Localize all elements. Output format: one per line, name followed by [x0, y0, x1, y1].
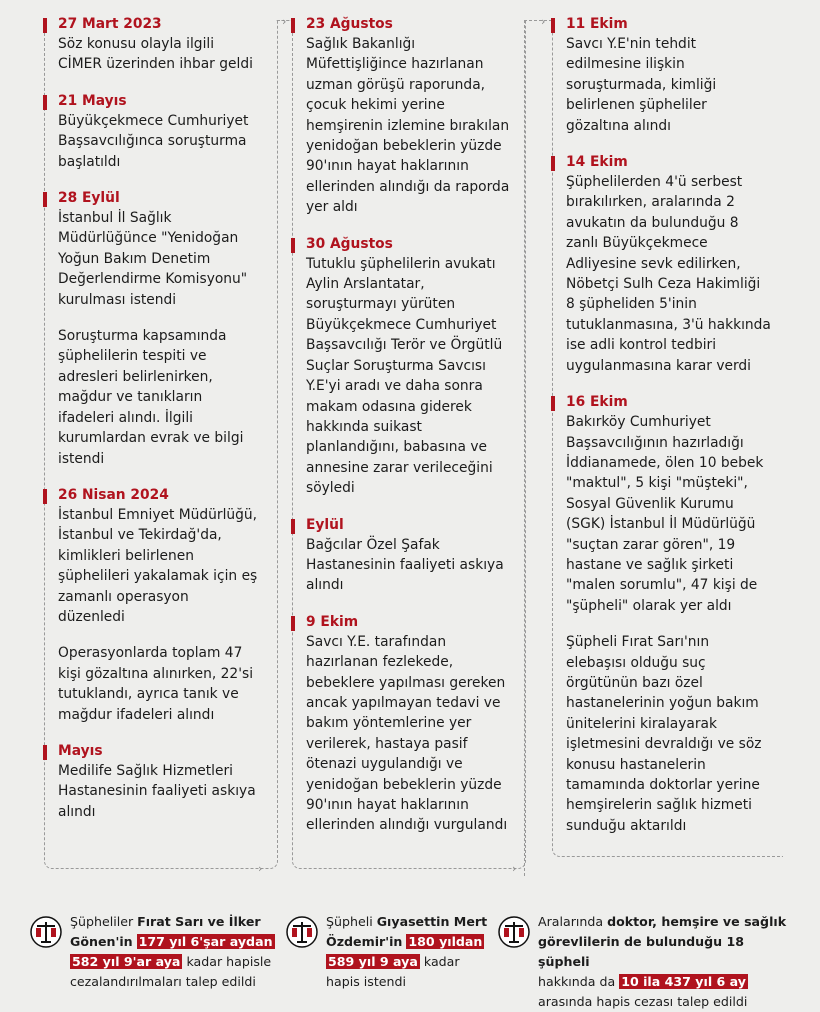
event-line: mağdur ve tanıkların — [58, 389, 203, 406]
footer-bold: Gıyasettin Mert — [376, 914, 488, 929]
event-date: 30 Ağustos — [306, 235, 393, 252]
event-line: Başsavcılığı Terör ve Örgütlü — [306, 337, 503, 354]
event-marker — [43, 192, 47, 207]
event-date: Eylül — [306, 516, 344, 533]
event-line: tutuklandı, ayrıca tanık ve — [58, 686, 239, 703]
event-line: Şüpheli Fırat Sarı'nın — [566, 634, 710, 651]
event-line: elebaşısı olduğu suç — [566, 654, 706, 671]
event-line: zanlı Büyükçekmece — [566, 235, 708, 252]
event-line: 90'ının hayat haklarının — [306, 797, 469, 813]
timeline-column-1 — [44, 14, 276, 878]
event-line: bakım yöntemlerine yer — [306, 715, 472, 732]
event-line: Büyükçekmece Cumhuriyet — [306, 316, 497, 333]
chevron-right-icon: › — [541, 15, 546, 28]
event-mayis — [44, 741, 276, 822]
timeline-column-3 — [552, 14, 782, 860]
event-line: başlatıldı — [58, 153, 121, 170]
event-26-nisan-2024 — [44, 485, 276, 725]
event-line: hastanelerinin yoğun bakım — [566, 695, 759, 712]
event-date: Mayıs — [58, 742, 103, 759]
event-line: bırakılırken, aralarında 2 — [566, 194, 735, 211]
footer-highlight: 177 yıl 6'şar aydan — [138, 934, 273, 949]
footer-text: Şüpheli — [326, 914, 377, 929]
event-line: Değerlendirme Komisyonu" — [58, 271, 248, 288]
footer-highlight: 180 yıldan — [408, 934, 483, 949]
event-line: "suçtan zarar gören", 19 — [566, 536, 736, 553]
scales-of-justice-icon — [30, 916, 62, 948]
event-date: 26 Nisan 2024 — [58, 486, 169, 503]
event-line: işletmesini devraldığı ve söz — [566, 736, 762, 753]
event-marker — [43, 95, 47, 110]
event-line: Başsavcılığınca soruşturma — [58, 133, 247, 150]
event-11-ekim — [552, 14, 782, 136]
event-line: edilmesine ilişkin — [566, 56, 685, 73]
event-marker — [551, 396, 555, 411]
event-line: kurulması istendi — [58, 291, 177, 308]
event-line: Soruşturma kapsamında — [58, 328, 227, 345]
footer-highlight: 589 yıl 9 aya — [328, 954, 418, 969]
event-line: şüphelilerin tespiti ve — [58, 348, 207, 365]
footer-sentence-1 — [30, 912, 280, 992]
event-21-mayis — [44, 91, 276, 172]
event-line: düzenledi — [58, 608, 125, 625]
footer-sentence-2 — [286, 912, 496, 992]
event-date: 16 Ekim — [566, 394, 628, 411]
event-line: gözaltına alındı — [566, 117, 672, 134]
event-line: istendi — [58, 450, 105, 467]
event-line: Sosyal Güvenlik Kurumu — [566, 495, 734, 512]
event-line: Yoğun Bakım Denetim — [58, 250, 211, 267]
event-line: Başsavcılığının hazırladığı — [566, 434, 744, 451]
event-line: "şüpheli" olarak yer aldı — [566, 597, 732, 614]
event-line: ise adli kontrol tedbiri — [566, 337, 717, 354]
event-line: örgütünün bazı özel — [566, 674, 703, 691]
event-line: adresleri belirlenirken, — [58, 368, 213, 385]
event-marker — [291, 18, 295, 33]
event-marker — [43, 489, 47, 504]
timeline-column-2 — [292, 14, 524, 878]
event-line: söyledi — [306, 480, 355, 497]
event-marker — [551, 156, 555, 171]
event-line: kimlikleri belirlenen — [58, 547, 195, 564]
footer-text: kadar hapisle — [182, 954, 272, 969]
event-line: İstanbul ve Tekirdağ'da, — [58, 527, 222, 544]
event-line: Müfettişliğince hazırlanan — [306, 56, 484, 73]
event-line: ellerinden alındığı da raporda — [306, 178, 510, 195]
event-line: avukatın da bulunduğu 8 — [566, 214, 739, 231]
event-marker — [291, 519, 295, 534]
event-line: çocuk hekimi yerine — [306, 97, 445, 114]
footer-text: kadar — [419, 954, 460, 969]
footer-highlight: 582 yıl 9'ar aya — [72, 954, 181, 969]
event-line: hastane ve sağlık şirketi — [566, 556, 734, 573]
event-date: 21 Mayıs — [58, 92, 127, 109]
event-line: planlandığını, babasına ve — [306, 439, 488, 456]
event-line: 8 şüpheliden 5'inin — [566, 296, 697, 313]
event-line: makam odasına giderek — [306, 398, 472, 415]
event-eylul — [292, 515, 524, 596]
event-line: mağdur ifadeleri alındı — [58, 706, 215, 723]
event-marker — [291, 616, 295, 631]
connector-mid-2 — [524, 20, 525, 876]
chevron-right-icon: › — [282, 15, 287, 28]
event-line: "malen sorumlu", 47 kişi de — [566, 577, 758, 594]
event-date: 9 Ekim — [306, 613, 359, 630]
event-line: bebeklere yapılması gereken — [306, 674, 506, 691]
event-line: Sağlık Bakanlığı — [306, 36, 416, 52]
event-line: ötenazi uygulandığı ve — [306, 756, 463, 773]
event-line: ünitelerini kiralayarak — [566, 715, 717, 732]
event-line: CİMER üzerinden ihbar geldi — [58, 56, 253, 73]
event-line: yenidoğan bebeklerin yüzde — [306, 776, 502, 793]
footer-bold: Gönen'in — [70, 934, 133, 949]
event-line: İstanbul Emniyet Müdürlüğü, — [58, 506, 258, 523]
event-line: hazırlanan fezlekede, — [306, 654, 454, 671]
footer-bold: doktor, hemşire ve sağlık — [607, 914, 787, 929]
footer-text: hapis istendi — [326, 974, 406, 989]
footer-text: arasında hapis cezası talep edildi — [538, 994, 748, 1009]
event-line: tutuklanmasına, 3'ü hakkında — [566, 316, 771, 333]
event-marker — [291, 238, 295, 253]
event-line: tamamında doktorlar yerine — [566, 777, 760, 793]
event-date: 14 Ekim — [566, 154, 628, 171]
event-date: 28 Eylül — [58, 190, 120, 207]
event-line: (SGK) İstanbul İl Müdürlüğü — [566, 516, 756, 533]
event-line: Bağcılar Özel Şafak — [306, 536, 440, 553]
event-line: Şüphelilerden 4'ü serbest — [566, 174, 743, 191]
event-30-agustos — [292, 234, 524, 499]
event-marker — [551, 18, 555, 33]
event-line: Savcı Y.E'nin tehdit — [566, 36, 697, 52]
event-line: sunduğu aktarıldı — [566, 817, 687, 834]
footer-text: hakkında da — [538, 974, 620, 989]
event-line: Y.E'yi aradı ve daha sonra — [306, 378, 483, 395]
event-line: Operasyonlarda toplam 47 — [58, 645, 243, 662]
event-line: Nöbetçi Sulh Ceza Hakimliği — [566, 276, 761, 293]
event-line: yenidoğan bebeklerin yüzde — [306, 138, 502, 155]
footer-sentence-3 — [498, 912, 798, 1009]
event-line: yer aldı — [306, 199, 358, 216]
event-line: verilerek, hastaya pasif — [306, 735, 468, 752]
event-line: kişi gözaltına alınırken, 22'si — [58, 665, 254, 682]
event-16-ekim — [552, 392, 782, 836]
footer-text: Aralarında — [538, 914, 608, 929]
event-line: Suçlar Soruşturma Savcısı — [306, 357, 486, 374]
footer-text: Şüpheliler — [70, 914, 138, 929]
event-marker — [43, 18, 47, 33]
event-line: hemşirenin izlemine bırakılan — [306, 117, 510, 134]
event-marker — [43, 745, 47, 760]
footer-bold: görevlilerin de bulunduğu 18 şüpheli — [538, 934, 745, 969]
chevron-right-icon: › — [512, 862, 517, 875]
event-line: Adliyesine sevk edilirken, — [566, 255, 741, 272]
event-line: uzman görüşü raporunda, — [306, 76, 486, 93]
event-line: Büyükçekmece Cumhuriyet — [58, 112, 249, 129]
event-23-agustos — [292, 14, 524, 218]
footer-bold: Fırat Sarı ve İlker — [137, 914, 261, 929]
event-line: zamanlı operasyon — [58, 588, 189, 605]
footer-text: cezalandırılmaları talep edildi — [70, 974, 256, 989]
event-9-ekim — [292, 612, 524, 836]
event-line: Hastanesinin faaliyeti askıya — [306, 556, 504, 573]
event-line: hemşirelerin sağlık hizmeti — [566, 797, 752, 814]
event-line: ellerinden alındığı vurgulandı — [306, 817, 508, 834]
event-line: Müdürlüğünce "Yenidoğan — [58, 230, 239, 247]
event-line: hakkında suikast — [306, 418, 422, 435]
chevron-right-icon: › — [258, 862, 263, 875]
connector-top-2 — [524, 20, 552, 21]
event-line: şüphelileri yakalamak için eş — [58, 568, 258, 585]
event-28-eylul — [44, 188, 276, 469]
event-line: 90'ının hayat haklarının — [306, 158, 469, 175]
event-line: Bakırköy Cumhuriyet — [566, 414, 711, 431]
event-line: İstanbul İl Sağlık — [58, 210, 172, 227]
event-line: İddianamede, ölen 10 bebek — [566, 454, 764, 471]
event-line: uygulanmasına karar verdi — [566, 357, 752, 374]
scales-of-justice-icon — [286, 916, 318, 948]
event-line: Medilife Sağlık Hizmetleri — [58, 762, 234, 779]
event-date: 27 Mart 2023 — [58, 16, 162, 32]
event-line: Aylin Arslantatar, — [306, 276, 425, 293]
event-line: "maktul", 5 kişi "müşteki", — [566, 475, 748, 492]
event-line: Savcı Y.E. tarafından — [306, 633, 447, 650]
event-date: 23 Ağustos — [306, 16, 393, 32]
event-line: alındı — [58, 803, 96, 820]
event-line: kurumlardan evrak ve bilgi — [58, 430, 244, 447]
event-line: alındı — [306, 577, 344, 594]
event-line: konusu hastanelerin — [566, 756, 706, 773]
event-line: ancak yapılmayan tedavi ve — [306, 694, 501, 711]
event-line: belirlenen şüpheliler — [566, 97, 707, 114]
event-date: 11 Ekim — [566, 16, 628, 32]
event-line: Söz konusu olayla ilgili — [58, 36, 215, 52]
event-line: annesine zarar verileceğini — [306, 459, 493, 476]
event-line: Tutuklu şüphelilerin avukatı — [306, 255, 496, 272]
event-14-ekim — [552, 152, 782, 376]
event-line: soruşturmada, kimliği — [566, 76, 717, 93]
event-27-mart-2023 — [44, 14, 276, 75]
footer-highlight: 10 ila 437 yıl 6 ay — [621, 974, 746, 989]
footer-bold: Özdemir'in — [326, 934, 403, 949]
event-line: Hastanesinin faaliyeti askıya — [58, 783, 256, 800]
event-line: soruşturmayı yürüten — [306, 296, 456, 313]
event-line: ifadeleri alındı. İlgili — [58, 409, 193, 426]
scales-of-justice-icon — [498, 916, 530, 948]
